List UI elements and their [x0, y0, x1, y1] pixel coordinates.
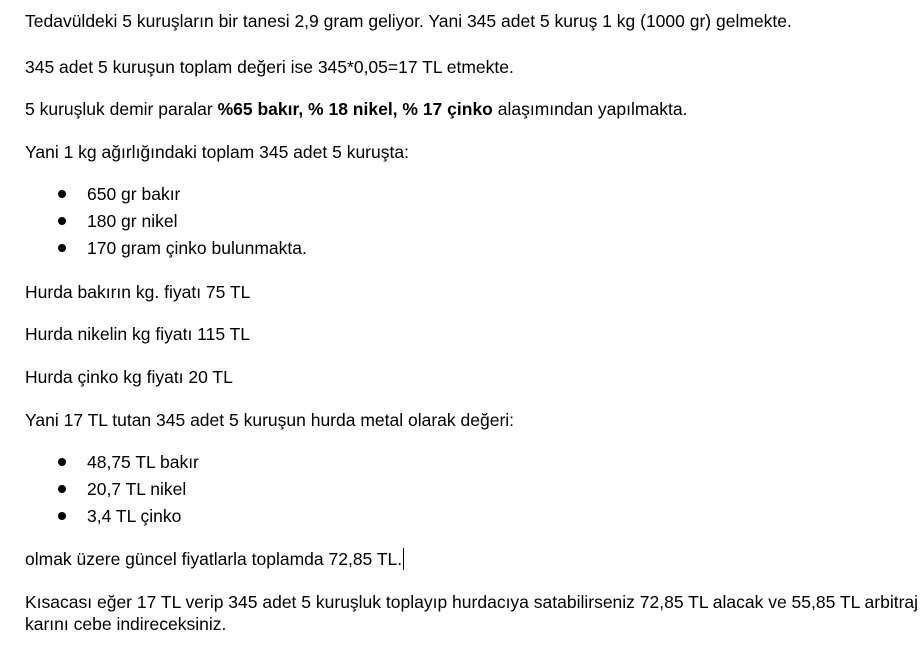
alloy-suffix: alaşımından yapılmakta.: [492, 99, 688, 119]
alloy-composition-bold: %65 bakır, % 18 nikel, % 17 çinko: [217, 99, 493, 119]
bullet-icon: [58, 458, 66, 466]
list-item: 48,75 TL bakır: [25, 451, 625, 478]
bullet-icon: [58, 217, 66, 225]
paragraph-composition-intro: Yani 1 kg ağırlığındaki toplam 345 adet 5 kuruşta:: [25, 142, 409, 162]
list-item: 3,4 TL çinko: [25, 505, 625, 532]
list-item: 20,7 TL nikel: [25, 478, 625, 505]
paragraph-nickel-price: Hurda nikelin kg fiyatı 115 TL: [25, 324, 251, 344]
value-list: [25, 451, 625, 532]
paragraph-alloy: [25, 98, 687, 120]
total-text: olmak üzere güncel fiyatlarla toplamda 72,85 TL.: [25, 549, 403, 569]
paragraph-zinc-price: Hurda çinko kg fiyatı 20 TL: [25, 367, 233, 387]
composition-list: [25, 183, 625, 264]
alloy-prefix: 5 kuruşluk demir paralar: [25, 99, 218, 119]
bullet-icon: [58, 244, 66, 252]
bullet-icon: [58, 485, 66, 493]
text-cursor: [403, 548, 404, 570]
list-item: 650 gr bakır: [25, 183, 625, 210]
bullet-icon: [58, 190, 66, 198]
paragraph-coin-weight: Tedavüldeki 5 kuruşların bir tanesi 2,9 gram geliyor. Yani 345 adet 5 kuruş 1 kg (1000 gr) gelmekte.: [25, 11, 792, 31]
list-item: 170 gram çinko bulunmakta.: [25, 237, 625, 264]
bullet-icon: [58, 512, 66, 520]
paragraph-scrap-value-intro: Yani 17 TL tutan 345 adet 5 kuruşun hurda metal olarak değeri:: [25, 410, 515, 430]
paragraph-total: [25, 548, 404, 570]
paragraph-copper-price: Hurda bakırın kg. fiyatı 75 TL: [25, 282, 251, 302]
list-item: 180 gr nikel: [25, 210, 625, 237]
paragraph-conclusion: Kısacası eğer 17 TL verip 345 adet 5 kuruşluk toplayıp hurdacıya satabilirseniz 72,85 TL alacak ve 55,85 TL arbitraj karını cebe indireceksiniz.: [25, 592, 919, 634]
paragraph-total-value: 345 adet 5 kuruşun toplam değeri ise 345*0,05=17 TL etmekte.: [25, 57, 514, 77]
